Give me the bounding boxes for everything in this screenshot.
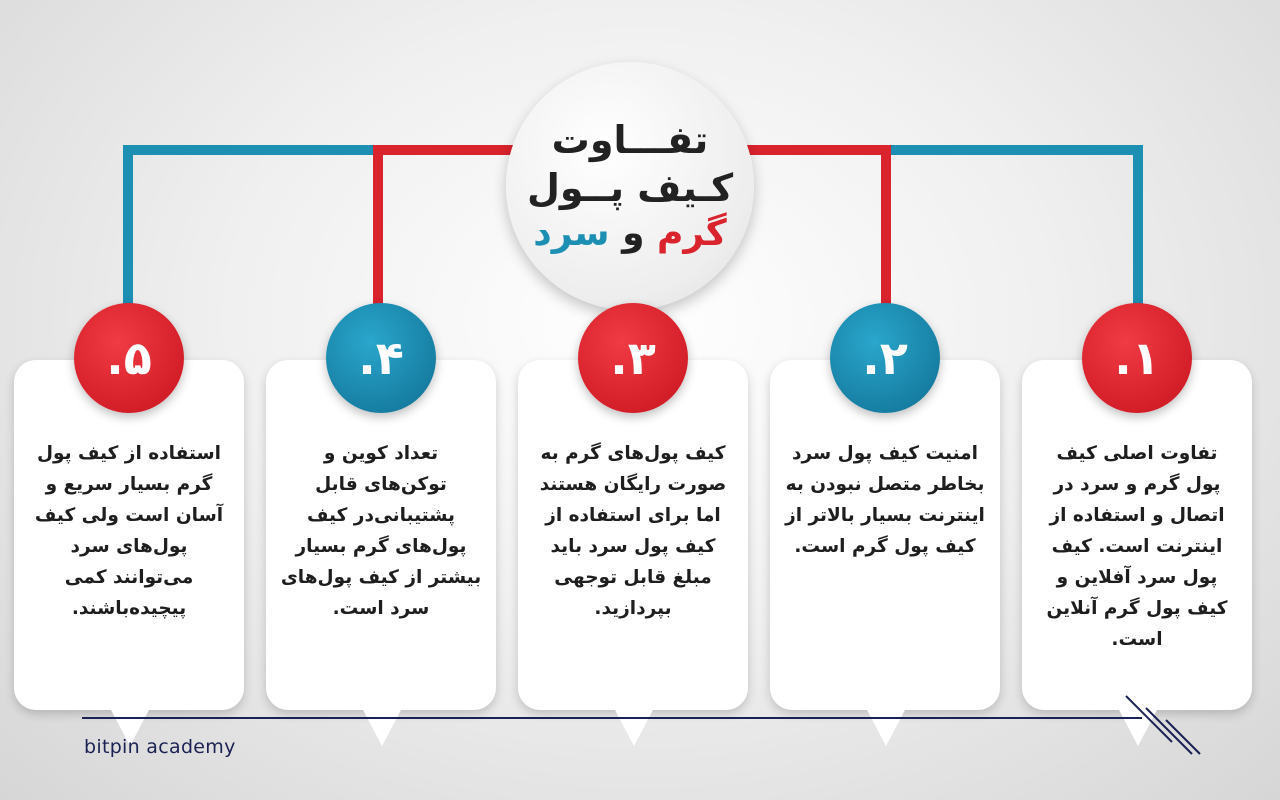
card-text: استفاده از کیف پول گرم بسیار سریع و آسان است ولی کیف پول‌های سرد می‌توانند کمی پیچیده‌باشند. xyxy=(34,443,224,619)
badge-2: ۲. xyxy=(830,303,940,413)
card-text: تعداد کوین و توکن‌های قابل پشتیبانی‌در کیف پول‌های گرم بسیار بیشتر از کیف پول‌های سرد است. xyxy=(280,443,482,619)
title-line-2: کـیف پــول xyxy=(526,166,734,210)
card-tail xyxy=(866,708,906,746)
badge-4: ۴. xyxy=(326,303,436,413)
title-line-1: تفـــاوت xyxy=(551,118,709,162)
footer-divider xyxy=(82,717,1142,719)
card-tail xyxy=(614,708,654,746)
card-text: کیف پول‌های گرم به صورت رایگان هستند اما برای استفاده از کیف پول سرد باید مبلغ قابل توجهی بپردازید. xyxy=(539,443,727,619)
badge-1: ۱. xyxy=(1082,303,1192,413)
card-text: تفاوت اصلی کیف پول گرم و سرد در اتصال و استفاده از اینترنت است. کیف پول سرد آفلاین و کیف پول گرم آنلاین است. xyxy=(1046,443,1228,650)
card-tail xyxy=(362,708,402,746)
title-circle xyxy=(506,62,754,310)
card-text: امنیت کیف پول سرد بخاطر متصل نبودن به اینترنت بسیار بالاتر از کیف پول گرم است. xyxy=(785,443,985,557)
title-line-3 xyxy=(533,212,726,256)
title-hot: گرم xyxy=(657,213,727,254)
badge-5: ۵. xyxy=(74,303,184,413)
brand-label: bitpin academy xyxy=(84,736,236,758)
title-and: و xyxy=(622,213,645,254)
title-cold: سرد xyxy=(533,213,610,254)
badge-3: ۳. xyxy=(578,303,688,413)
slash-decoration-icon xyxy=(1120,690,1210,760)
